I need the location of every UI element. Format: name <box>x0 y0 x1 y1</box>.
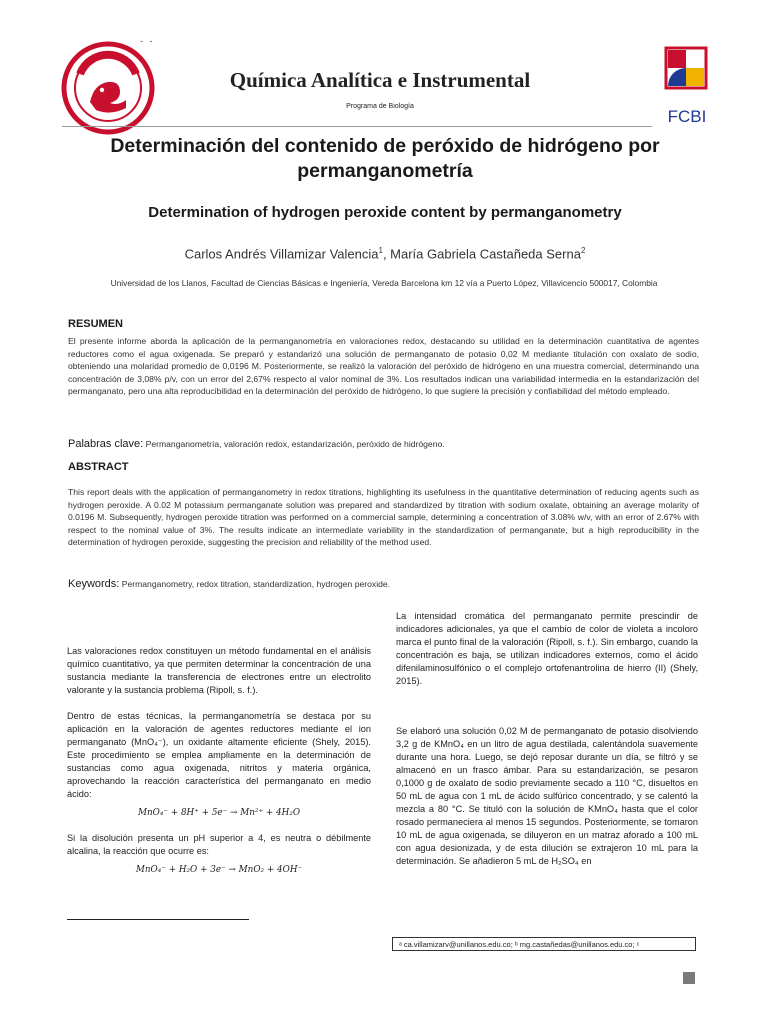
paper-title: Determinación del contenido de peróxido de hidrógeno por permanganometría <box>110 135 660 182</box>
journal-title: Química Analítica e Instrumental <box>229 68 531 92</box>
intro-paragraph-2: Dentro de estas técnicas, la permanganometría se destaca por su aplicación en la valoración de agentes reductores mediante el ion permanganato (MnO₄⁻), un oxidante altamente eficiente (Shely, 2015). Este procedimiento se emplea ampliamente en la determinación de sustancias como agua oxigenada, nitritos y materia orgánica, aprovechando la reacción característica del permanganato en medio ácido: <box>67 711 371 799</box>
affiliation: Universidad de los Llanos, Facultad de Ciencias Básicas e Ingeniería, Vereda Barcelona km 12 vía a Puerto López, Villavicencio 500017, Colombia <box>110 278 658 288</box>
footnote-emails: ᵃ ca.villamizarv@unillanos.edu.co; ᵇ mg.castañedas@unillanos.edu.co; ᶜ <box>392 937 696 951</box>
abstract-heading: ABSTRACT <box>68 461 129 473</box>
right-paragraph-1: La intensidad cromática del permanganato permite prescindir de indicadores adicionales, ya que el cambio de color de violeta a incoloro marca el punto final de la valoración (Ripoll, s. f.). Sin embargo, cuando la concentración es baja, se utilizan indicadores externos, como el ácido difenilaminosulfónico o el complejo ortofenantrolina de hierro (II) (Shely, 2015). <box>396 611 698 686</box>
equation-neutral: MnO₄⁻ + H₂O + 3e⁻ → MnO₂ + 4OH⁻ <box>135 865 303 875</box>
left-column <box>67 645 371 877</box>
header-divider <box>62 126 652 127</box>
intro-paragraph-3: Si la disolución presenta un pH superior a 4, es neutra o débilmente alcalina, la reacción que ocurre es: <box>67 833 371 856</box>
paper-subtitle: Determination of hydrogen peroxide content by permanganometry <box>148 204 622 221</box>
authors <box>70 246 700 261</box>
page-corner-marker <box>683 972 695 984</box>
resumen-keywords <box>68 438 699 450</box>
resumen-keywords-label: Palabras clave: <box>68 438 144 450</box>
abstract-text: This report deals with the application of permanganometry in redox titrations, highlighting its usefulness in the quantitative determination of reducing agents such as hydrogen peroxide. A 0.02 M potassium permanganate solution was prepared and standardized by titration with sodium oxalate, obtaining an average molarity of 0.0196 M. Subsequently, hydrogen peroxide titration was performed on a commercial sample, determining a concentration of 3.08% w/v, with an error of 2.67% with respect to the nominal value of 3%. The results indicate an intermediate variability in the standardization of permanganate, but a high reproducibility in the determination of hydrogen peroxide, suggesting the precision and reliability of the method used. <box>68 487 699 548</box>
abstract-keywords-text: Permanganometry, redox titration, standardization, hydrogen peroxide. <box>119 579 391 589</box>
equation-acid: MnO₄⁻ + 8H⁺ + 5e⁻ → Mn²⁺ + 4H₂O <box>137 808 301 818</box>
resumen-text: El presente informe aborda la aplicación de la permanganometría en valoraciones redox, destacando su utilidad en la determinación cuantitativa de agentes reductores como el agua oxigenada. Se preparó y estandarizó una solución de permanganato de potasio 0,02 M mediante titulación con oxalato de sodio, obteniendo una molaridad promedio de 0,0196 M. Posteriormente, se realizó la valoración del peróxido de hidrógeno en una muestra comercial, determinando una concentración de 3,08% p/v, con un error del 2,67% respecto al valor nominal de 3%. Los resultados indican una variabilidad intermedia en la estandarización del permanganato, pero una alta reproducibilidad en la determinación del peróxido de hidrógeno, lo que sugiere la precisión y confiabilidad del método empleado. <box>68 336 699 397</box>
resumen-heading: RESUMEN <box>68 318 124 330</box>
svg-text:FCBI: FCBI <box>667 107 707 126</box>
header-dashes: - - <box>140 36 155 46</box>
program-label: Programa de Biología <box>346 103 414 110</box>
fcbi-logo <box>660 46 714 130</box>
unillanos-logo <box>60 40 156 136</box>
intro-paragraph-1: Las valoraciones redox constituyen un método fundamental en el análisis químico cuantitativo, ya que permiten determinar la concentración de una sustancia mediante la transferencia de electrones entre un electrolito valorante y la sustancia problema (Ripoll, s. f.). <box>67 646 371 695</box>
author-2: María Gabriela Castañeda Serna <box>390 246 581 262</box>
abstract-keywords-label: Keywords: <box>68 578 120 590</box>
right-column <box>396 610 698 881</box>
author-1-sup: 1 <box>378 246 383 255</box>
abstract-keywords <box>68 578 699 590</box>
footnote-rule <box>67 919 249 920</box>
author-separator: , <box>382 246 391 262</box>
author-1: Carlos Andrés Villamizar Valencia <box>184 246 379 262</box>
methods-paragraph: Se elaboró una solución 0,02 M de permanganato de potasio disolviendo 3,2 g de KMnO₄ en un litro de agua destilada, calentándola suavemente durante una hora. Luego, se dejó reposar durante un día, se filtró y se almacenó en un frasco ámbar. Para su estandarización, se pesaron 0,1000 g de oxalato de sodio previamente secado a 110 °C, disueltos en 50 mL de agua con 1 mL de ácido sulfúrico concentrado, y se calentó la mezcla a 80 °C. Se tituló con la solución de KMnO₄ hasta que el color rosado permaneciera al menos 15 segundos. Posteriormente, se tomaron 10 mL de agua oxigenada, se diluyeron en un matraz aforado a 100 mL con agua desionizada, y de esta dilución se extrajeron 10 mL para la determinación. Se añadieron 5 mL de H₂SO₄ en <box>396 726 698 866</box>
author-2-sup: 2 <box>580 246 586 255</box>
resumen-keywords-text: Permanganometría, valoración redox, estandarización, peróxido de hidrógeno. <box>143 439 445 449</box>
